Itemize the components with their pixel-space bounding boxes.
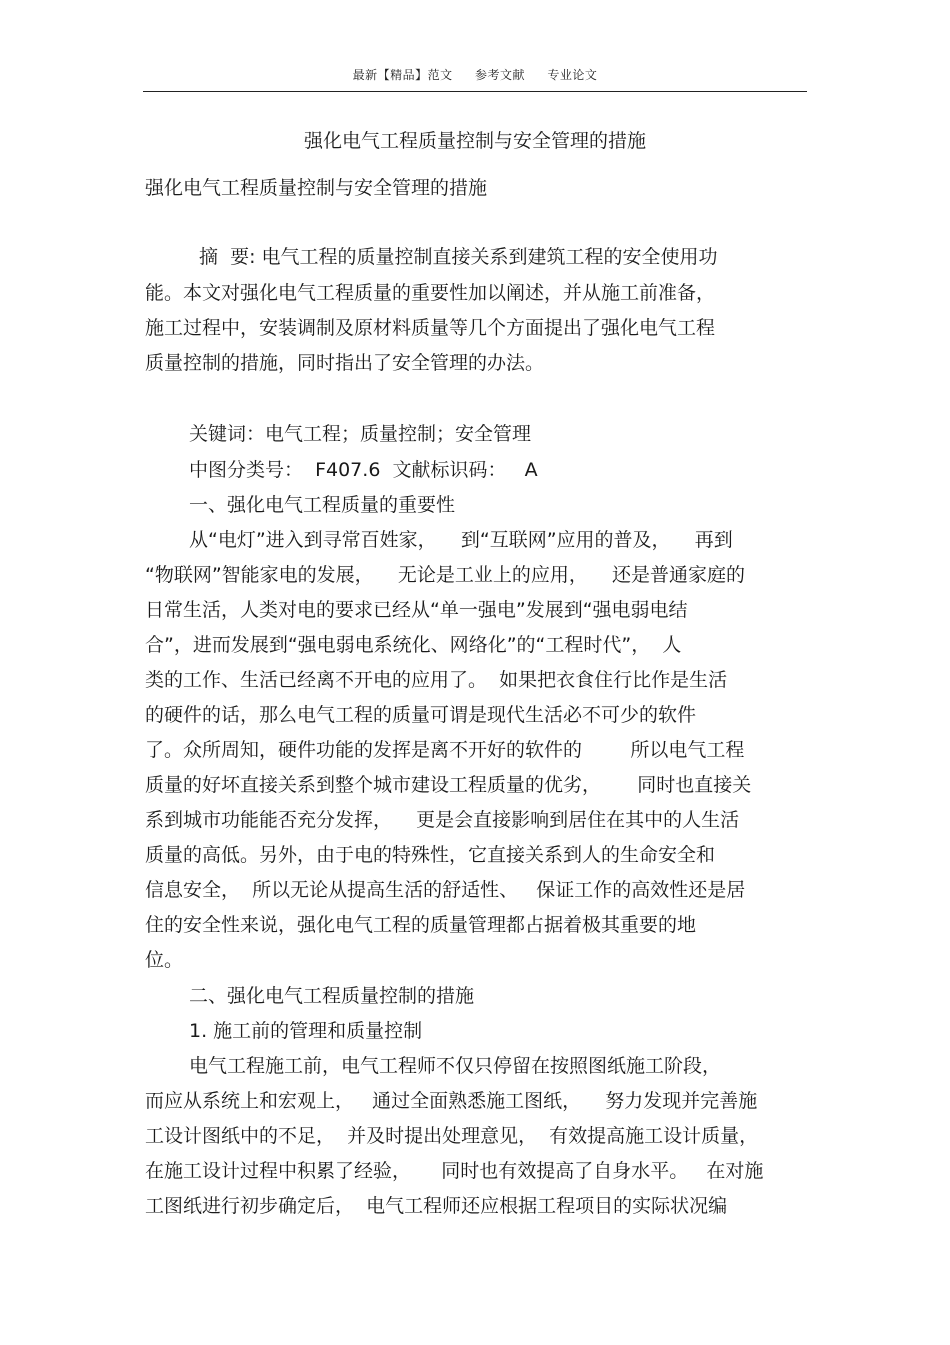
section-heading: 二、强化电气工程质量控制的措施 xyxy=(189,985,475,1007)
section-heading: 一、强化电气工程质量的重要性 xyxy=(189,494,456,516)
header-item-latest: 最新【精品】范文 xyxy=(352,68,453,82)
document-subtitle: 强化电气工程质量控制与安全管理的措施 xyxy=(145,177,488,199)
body-line: 工设计图纸中的不足， 并及时提出处理意见， 有效提高施工设计质量， xyxy=(145,1125,759,1147)
body-line: 工图纸进行初步确定后， 电气工程师还应根据工程项目的实际状况编 xyxy=(145,1195,728,1217)
body-line: 合”，进而发展到“强电弱电系统化、网络化”的“工程时代”， 人 xyxy=(145,634,682,656)
subsection-heading: 1. 施工前的管理和质量控制 xyxy=(189,1020,423,1042)
body-line: 电气工程施工前，电气工程师不仅只停留在按照图纸施工阶段， xyxy=(189,1055,722,1077)
body-line: 从“电灯”进入到寻常百姓家， 到“互联网”应用的普及， 再到 xyxy=(189,529,733,551)
header-item-papers: 专业论文 xyxy=(547,68,598,82)
body-line: 而应从系统上和宏观上， 通过全面熟悉施工图纸， 努力发现并完善施 xyxy=(145,1090,758,1112)
header-item-references: 参考文献 xyxy=(474,68,525,82)
body-line: 住的安全性来说，强化电气工程的质量管理都占据着极其重要的地 xyxy=(145,914,697,936)
body-line: 位。 xyxy=(145,949,184,971)
body-line: 信息安全， 所以无论从提高生活的舒适性、 保证工作的高效性还是居 xyxy=(145,879,746,901)
body-line: 的硬件的话，那么电气工程的质量可谓是现代生活必不可少的软件 xyxy=(145,704,697,726)
body-line: 类的工作、生活已经离不开电的应用了。 如果把衣食住行比作是生活 xyxy=(145,669,728,691)
keywords: 关键词：电气工程；质量控制；安全管理 xyxy=(189,423,532,445)
abstract-line: 摘 要: 电气工程的质量控制直接关系到建筑工程的安全使用功 xyxy=(199,246,718,268)
page-header xyxy=(143,66,807,83)
classification: 中图分类号： F407.6 文献标识码： A xyxy=(189,459,538,481)
body-line: “物联网”智能家电的发展， 无论是工业上的应用， 还是普通家庭的 xyxy=(145,564,746,586)
body-line: 质量的好坏直接关系到整个城市建设工程质量的优劣， 同时也直接关 xyxy=(145,774,752,796)
body-line: 日常生活，人类对电的要求已经从“单一强电”发展到“强电弱电结 xyxy=(145,599,688,621)
abstract-line: 能。本文对强化电气工程质量的重要性加以阐述，并从施工前准备， xyxy=(145,282,716,304)
body-line: 系到城市功能能否充分发挥， 更是会直接影响到居住在其中的人生活 xyxy=(145,809,740,831)
abstract-line: 施工过程中，安装调制及原材料质量等几个方面提出了强化电气工程 xyxy=(145,317,716,339)
header-divider xyxy=(143,91,807,92)
body-line: 质量的高低。另外，由于电的特殊性，它直接关系到人的生命安全和 xyxy=(145,844,716,866)
document-title: 强化电气工程质量控制与安全管理的措施 xyxy=(303,130,646,152)
abstract-line: 质量控制的措施，同时指出了安全管理的办法。 xyxy=(145,352,545,374)
body-line: 了。众所周知，硬件功能的发挥是离不开好的软件的 所以电气工程 xyxy=(145,739,745,761)
body-line: 在施工设计过程中积累了经验， 同时也有效提高了自身水平。 在对施 xyxy=(145,1160,764,1182)
